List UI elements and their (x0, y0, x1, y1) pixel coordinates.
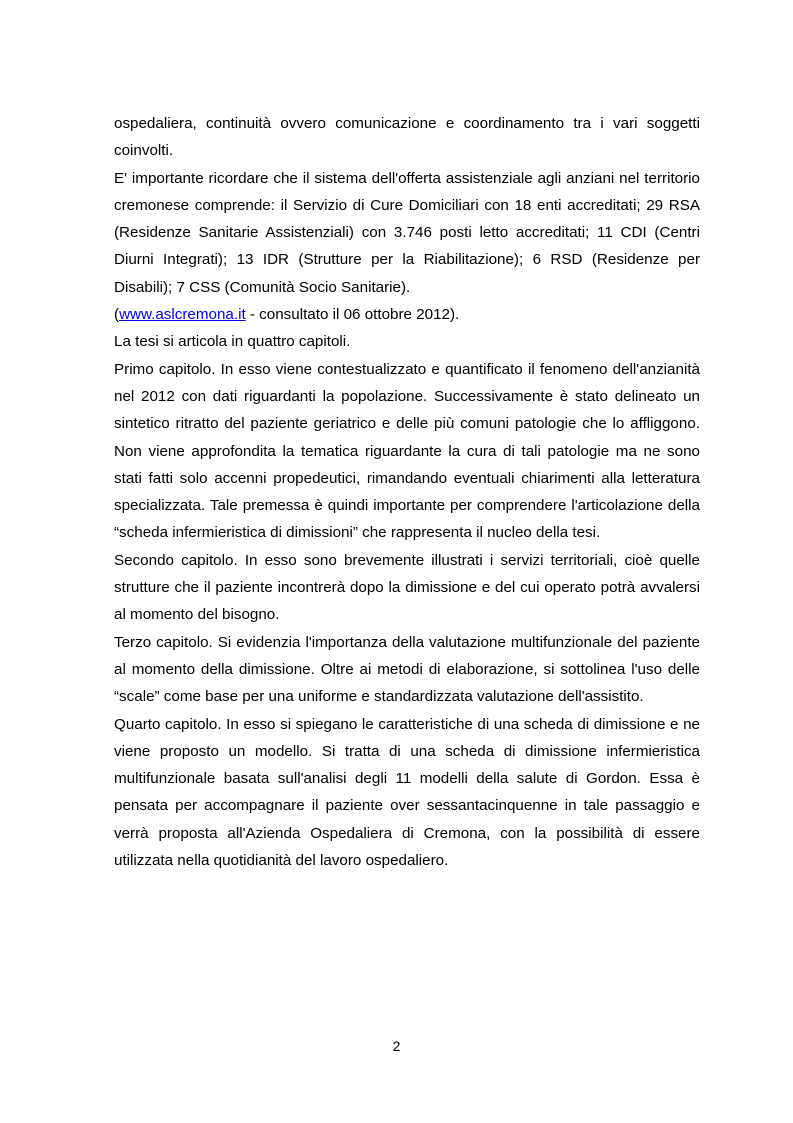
paragraph-continuation: ospedaliera, continuità ovvero comunicazione e coordinamento tra i vari soggetti coinvolti. (114, 115, 700, 160)
paragraph-care-system: E' importante ricordare che il sistema dell'offerta assistenziale agli anziani nel territorio cremonese comprende: il Servizio di Cure Domiciliari con 18 enti accreditati; 29 RSA (Residenze Sanitarie Assistenziali) con 3.746 posti letto accreditati; 11 CDI (Centri Diurni Integrati); 13 IDR (Strutture per la Riabilitazione); 6 RSD (Residenze per Disabili); 7 CSS (Comunità Socio Sanitarie). (114, 169, 700, 296)
paragraph-chapter-one: Primo capitolo. In esso viene contestualizzato e quantificato il fenomeno dell'anzianità nel 2012 con dati riguardanti la popolazione. Successivamente è stato delineato un sintetico ritratto del paziente geriatrico e delle più comuni patologie che lo affliggono. Non viene approfondita la tematica riguardante la cura di tali patologie ma ne sono stati fatti solo accenni propedeutici, rimandando eventuali chiarimenti alla letteratura specializzata. Tale premessa è quindi importante per comprendere l'articolazione della “scheda infermieristica di dimissioni” che rappresenta il nucleo della tesi. (114, 360, 700, 542)
paragraph-chapter-four: Quarto capitolo. In esso si spiegano le caratteristiche di una scheda di dimissione e ne viene proposto un modello. Si tratta di una scheda di dimissione infermieristica multifunzionale basata sull'analisi degli 11 modelli della salute di Gordon. Essa è pensata per accompagnare il paziente over sessantacinquenne in tale passaggio e verrà proposta all'Azienda Ospedaliera di Cremona, con la possibilità di essere utilizzata nella quotidianità del lavoro ospedaliero. (114, 715, 700, 870)
paragraph-source (114, 301, 700, 328)
source-consulted-date: - consultato il 06 ottobre 2012). (245, 306, 460, 324)
page-number: 2 (392, 1038, 401, 1054)
source-open-paren: ( (114, 306, 120, 324)
paragraph-chapter-two: Secondo capitolo. In esso sono brevemente illustrati i servizi territoriali, cioè quelle strutture che il paziente incontrerà dopo la dimissione e del cui operato potrà avvalersi al momento del bisogno. (114, 551, 700, 624)
paragraph-chapter-three: Terzo capitolo. Si evidenzia l'importanza della valutazione multifunzionale del paziente al momento della dimissione. Oltre ai metodi di elaborazione, si sottolinea l'uso delle “scale” come base per una uniforme e standardizzata valutazione dell'assistito. (114, 633, 700, 706)
paragraph-thesis-structure: La tesi si articola in quattro capitoli. (114, 333, 351, 351)
asl-cremona-link[interactable]: www.aslcremona.it (119, 306, 246, 324)
page-body (114, 110, 700, 874)
